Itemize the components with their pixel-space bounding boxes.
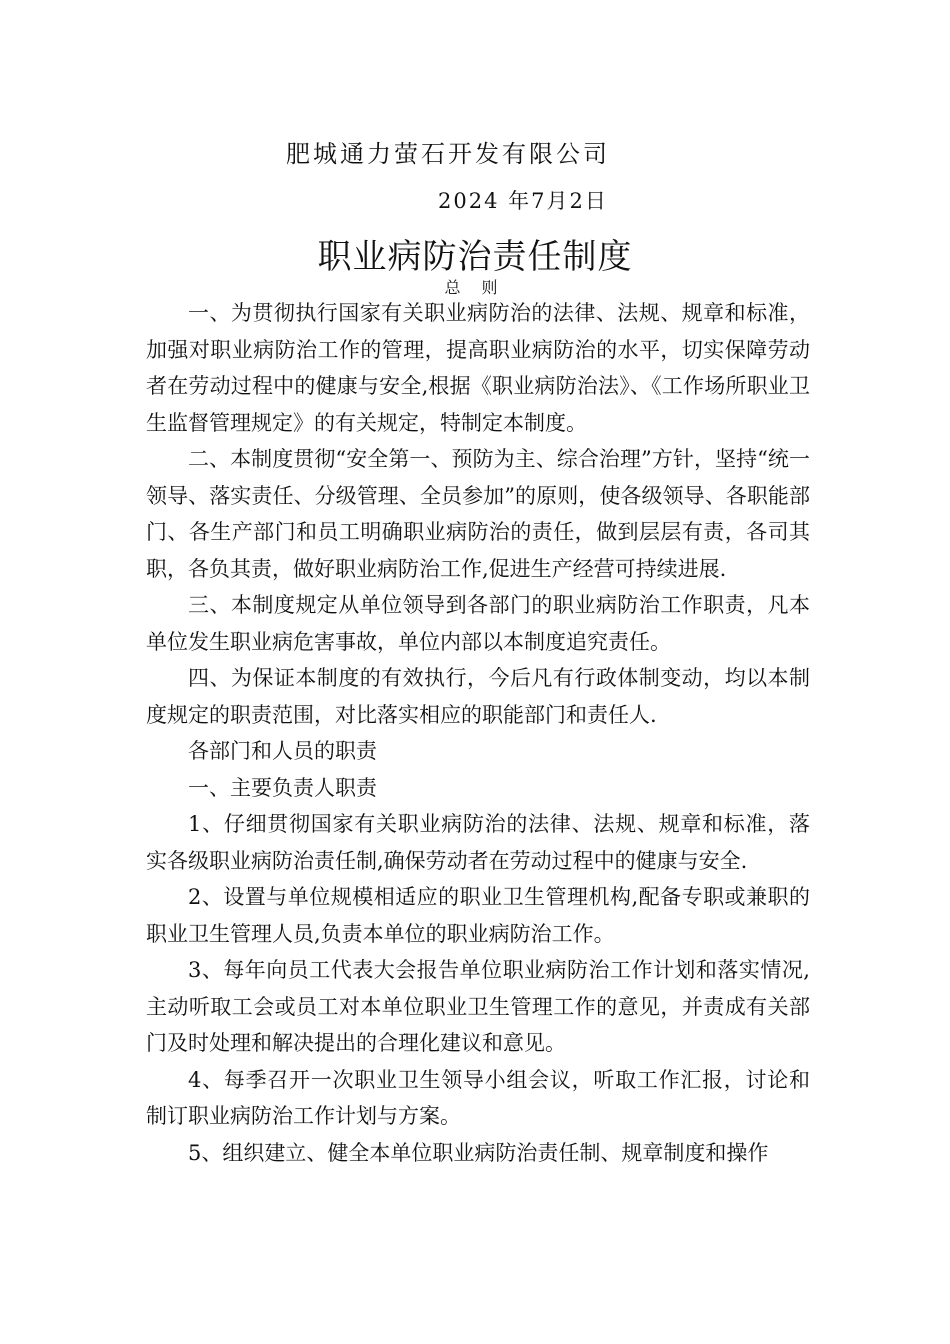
subsection-heading-principal: 一、主要负责人职责 <box>188 775 377 800</box>
section-heading-general: 总 则 <box>444 278 506 297</box>
paragraph: 2、设置与单位规模相适应的职业卫生管理机构,配备专职或兼职的职业卫生管理人员,负责本单位的职业病防治工作。 <box>146 885 810 946</box>
paragraph: 三、本制度规定从单位领导到各部门的职业病防治工作职责，凡本单位发生职业病危害事故，单位内部以本制度追究责任。 <box>146 593 810 654</box>
paragraph: 5、组织建立、健全本单位职业病防治责任制、规章制度和操作 <box>188 1140 769 1165</box>
paragraph: 4、每季召开一次职业卫生领导小组会议，听取工作汇报，讨论和制订职业病防治工作计划与方案。 <box>146 1067 810 1128</box>
paragraph: 1、仔细贯彻国家有关职业病防治的法律、法规、规章和标准，落实各级职业病防治责任制,确保劳动者在劳动过程中的健康与安全. <box>146 812 810 873</box>
paragraph: 一、为贯彻执行国家有关职业病防治的法律、法规、规章和标准，加强对职业病防治工作的管理，提高职业病防治的水平，切实保障劳动者在劳动过程中的健康与安全,根据《职业病防治法》、《工作场所职业卫生监督管理规定》的有关规定，特制定本制度。 <box>146 301 810 435</box>
document-body <box>146 295 810 1171</box>
paragraph: 3、每年向员工代表大会报告单位职业病防治工作计划和落实情况,主动听取工会或员工对本单位职业卫生管理工作的意见，并责成有关部门及时处理和解决提出的合理化建议和意见。 <box>146 958 810 1055</box>
paragraph: 四、为保证本制度的有效执行，今后凡有行政体制变动，均以本制度规定的职责范围，对比落实相应的职能部门和责任人. <box>146 666 810 727</box>
document-date: 2024 年7月2日 <box>438 189 608 213</box>
section-heading-duties: 各部门和人员的职责 <box>188 739 377 763</box>
paragraph: 二、本制度贯彻“安全第一、预防为主、综合治理”方针，坚持“统一领导、落实责任、分级管理、全员参加”的原则，使各级领导、各职能部门、各生产部门和员工明确职业病防治的责任，做到层层有责，各司其职，各负其责，做好职业病防治工作,促进生产经营可持续进展. <box>146 447 810 581</box>
document-title: 职业病防治责任制度 <box>317 237 633 277</box>
company-name: 肥城通力萤石开发有限公司 <box>286 140 610 168</box>
